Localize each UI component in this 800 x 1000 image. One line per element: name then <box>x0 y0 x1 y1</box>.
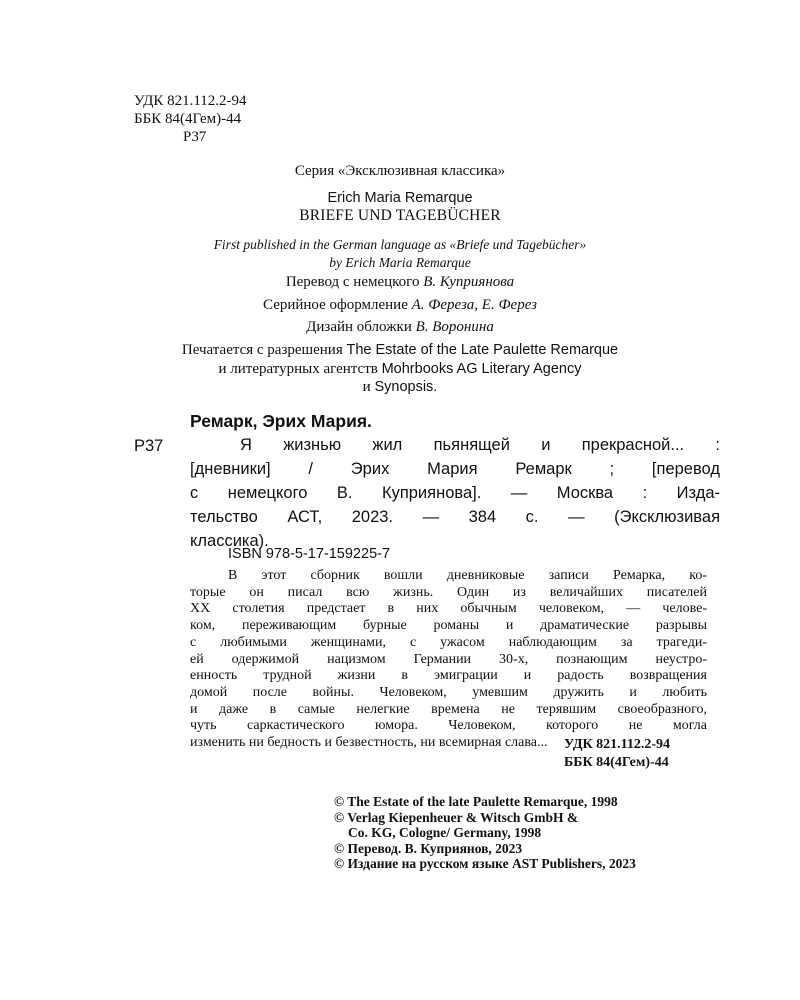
abstract-line: ей одержимой нацизмом Германии 30-х, познающим неустро- <box>190 651 707 667</box>
description-line: [дневники] / Эрих Мария Ремарк ; [перевод <box>190 460 720 478</box>
udk-code: УДК 821.112.2-94 <box>134 93 247 109</box>
series-title: Серия «Эксклюзивная классика» <box>294 163 506 179</box>
permission-line1-en: The Estate of the Late Paulette Remarque <box>346 342 619 358</box>
record-code: Р37 <box>134 437 164 455</box>
permission-line3 <box>0 378 800 397</box>
description-line: с немецкого В. Куприянова]. — Москва : Изда- <box>190 484 720 502</box>
permission-line3-en: Synopsis. <box>374 379 438 395</box>
footer-bbk: ББК 84(4Гем)-44 <box>564 755 669 770</box>
first-published-note <box>0 236 800 272</box>
abstract <box>190 568 707 752</box>
copyright-line: © Verlag Kiepenheuer & Witsch GmbH & <box>334 809 579 825</box>
series-designers: А. Фереза, Е. Ферез <box>411 297 537 313</box>
footer-codes <box>564 736 670 772</box>
footer-udk: УДК 821.112.2-94 <box>564 737 671 752</box>
permission-line2-en: Mohrbooks AG Literary Agency <box>381 360 582 377</box>
bibliographic-description <box>190 433 720 553</box>
translation-label: Перевод с немецкого <box>285 274 420 290</box>
original-author: Erich Maria Remarque <box>327 190 473 206</box>
permission-line1 <box>0 341 800 360</box>
translation-credit <box>0 274 800 291</box>
permission-line2 <box>0 360 800 379</box>
permission-line1-ru: Печатается с разрешения <box>181 342 343 358</box>
first-published-line1: First published in the German language as «Briefe und Tagebücher» <box>213 237 587 252</box>
series-design-label: Серийное оформление <box>263 297 408 313</box>
copyright-line: © Издание на русском языке AST Publishers, 2023 <box>334 856 636 871</box>
abstract-line: В этот сборник вошли дневниковые записи Ремарка, ко- <box>228 568 707 583</box>
cover-designer: В. Воронина <box>415 319 494 335</box>
classification-codes <box>134 92 247 146</box>
translator-name: В. Куприянова <box>423 274 515 290</box>
abstract-line: ком, переживающим бурные романы и драматические разрывы <box>190 618 707 634</box>
abstract-line: и даже в самые нелегкие времена не терявшим своеобразного, <box>190 701 707 717</box>
abstract-line: XX столетия предстает в них обычным человеком, — челове- <box>190 601 707 617</box>
abstract-line: енность трудной жизни в эмиграции и радость возвращения <box>190 668 707 684</box>
copyright-line: © The Estate of the late Paulette Remarque, 1998 <box>334 794 618 809</box>
cover-label: Дизайн обложки <box>306 319 412 335</box>
cover-design-credit <box>0 319 800 336</box>
permission-line3-ru: и <box>362 379 371 395</box>
permission-note <box>0 341 800 397</box>
abstract-line: торые он писал всю жизнь. Один из величайших писателей <box>190 584 707 600</box>
author-mark: Р37 <box>183 129 207 145</box>
isbn: ISBN 978-5-17-159225-7 <box>228 546 391 562</box>
copyright-line: Co. KG, Cologne/ Germany, 1998 <box>348 825 542 840</box>
record-author-heading: Ремарк, Эрих Мария. <box>190 411 372 431</box>
bbk-code: ББК 84(4Гем)-44 <box>134 111 242 127</box>
abstract-line: домой после войны. Человеком, умевшим дружить и любить <box>190 684 707 700</box>
description-line: Я жизнью жил пьянящей и прекрасной... : <box>240 436 720 454</box>
series-design-credit <box>0 297 800 314</box>
abstract-line: изменить ни бедность и безвестность, ни всемирная слава... <box>190 735 548 751</box>
first-published-line2: by Erich Maria Remarque <box>329 255 471 270</box>
original-title: BRIEFE UND TAGEBÜCHER <box>299 207 501 224</box>
description-line: тельство АСТ, 2023. — 384 с. — (Эксклюзивая <box>190 508 720 526</box>
description-line: классика). <box>190 532 269 550</box>
copyright-block <box>334 794 636 872</box>
abstract-line: чуть саркастического юмора. Человеком, которого не могла <box>190 718 707 734</box>
abstract-line: с любимыми женщинами, с ужасом наблюдающим за трагеди- <box>190 634 707 650</box>
permission-line2-ru: и литературных агентств <box>218 360 378 377</box>
copyright-line: © Перевод. В. Куприянов, 2023 <box>334 840 523 856</box>
